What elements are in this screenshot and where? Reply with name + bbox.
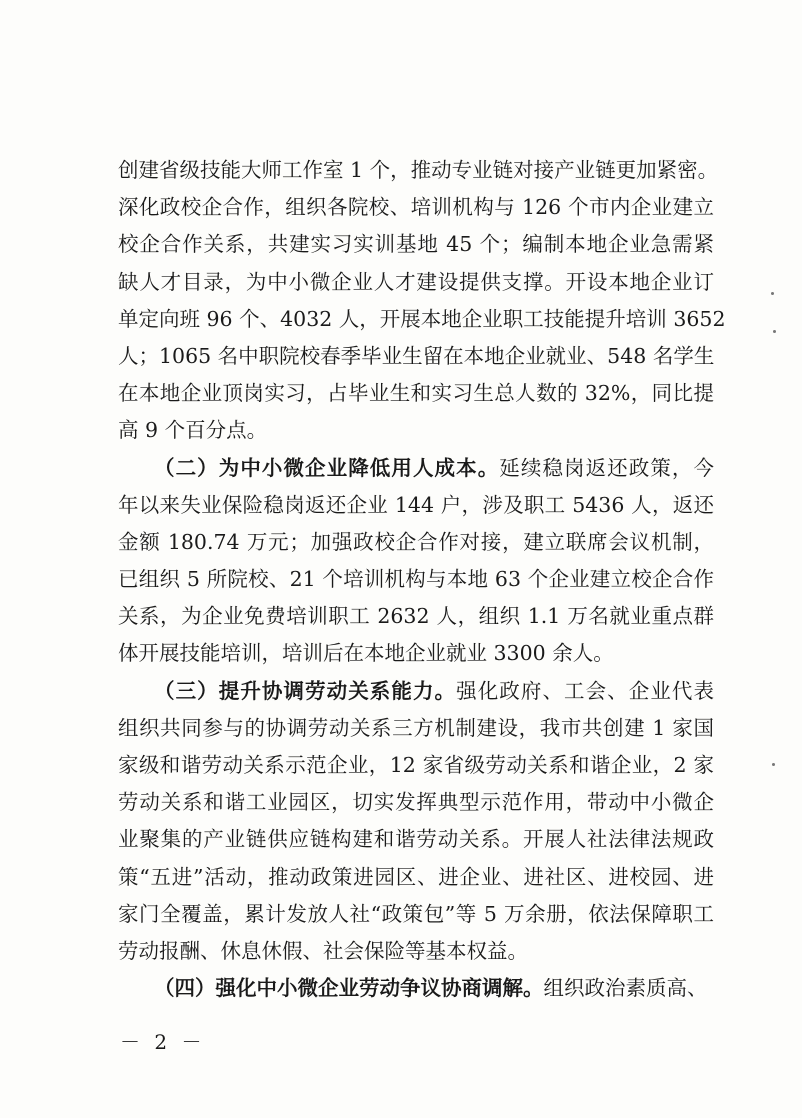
section-4-text: 组织政治素质高、 bbox=[543, 976, 708, 1001]
text-line: 家级和谐劳动关系示范企业，12 家省级劳动关系和谐企业，2 家 bbox=[118, 753, 714, 777]
text-line: 在本地企业顶岗实习，占毕业生和实习生总人数的 32%，同比提 bbox=[118, 381, 714, 406]
scan-speck bbox=[773, 330, 776, 333]
section-4-first-line bbox=[118, 970, 714, 1007]
page-number: － 2 － bbox=[120, 1030, 206, 1054]
section-4-heading: （四）强化中小微企业劳动争议协商调解。 bbox=[154, 976, 544, 1001]
text-line: 已组织 5 所院校、21 个培训机构与本地 63 个企业建立校企合作 bbox=[118, 567, 714, 592]
section-3-text: 强化政府、工会、企业代表 bbox=[456, 678, 715, 703]
text-line: 体开展技能培训，培训后在本地企业就业 3300 余人。 bbox=[118, 641, 614, 666]
text-line: 劳动关系和谐工业园区，切实发挥典型示范作用，带动中小微企 bbox=[118, 790, 714, 815]
text-line: 人；1065 名中职院校春季毕业生留在本地企业就业、548 名学生 bbox=[118, 343, 715, 368]
text-line: 高 9 个百分点。 bbox=[118, 418, 268, 443]
text-line: 劳动报酬、休息休假、社会保险等基本权益。 bbox=[118, 938, 528, 963]
text-line: 单定向班 96 个、4032 人，开展本地企业职工技能提升培训 3652 bbox=[118, 306, 726, 331]
text-line: 金额 180.74 万元；加强政校企合作对接，建立联席会议机制， bbox=[118, 529, 714, 554]
section-2-heading: （二）为中小微企业降低用人成本。 bbox=[154, 455, 500, 480]
text-line: 策“五进”活动，推动政策进园区、进企业、进社区、进校园、进 bbox=[118, 864, 714, 889]
text-line: 深化政校企合作，组织各院校、培训机构与 126 个市内企业建立 bbox=[118, 195, 714, 220]
text-line: 家门全覆盖，累计发放人社“政策包”等 5 万余册，依法保障职工 bbox=[118, 901, 714, 926]
scan-speck bbox=[771, 292, 774, 295]
section-3-first-line bbox=[118, 673, 714, 710]
text-line: 缺人才目录，为中小微企业人才建设提供支撑。开设本地企业订 bbox=[118, 269, 714, 294]
scan-speck bbox=[772, 763, 775, 766]
text-line: 组织共同参与的协调劳动关系三方机制建设，我市共创建 1 家国 bbox=[118, 715, 714, 740]
text-line: 关系，为企业免费培训职工 2632 人，组织 1.1 万名就业重点群 bbox=[118, 604, 714, 629]
section-2-text: 延续稳岗返还政策，今 bbox=[499, 455, 715, 480]
text-line: 年以来失业保险稳岗返还企业 144 户，涉及职工 5436 人，返还 bbox=[118, 492, 714, 517]
section-2-first-line bbox=[118, 450, 714, 487]
section-3-heading: （三）提升协调劳动关系能力。 bbox=[154, 678, 457, 703]
text-line: 校企合作关系，共建实习实训基地 45 个；编制本地企业急需紧 bbox=[118, 232, 714, 257]
text-line: 业聚集的产业链供应链构建和谐劳动关系。开展人社法律法规政 bbox=[118, 827, 714, 852]
text-line: 创建省级技能大师工作室 1 个，推动专业链对接产业链更加紧密。 bbox=[118, 158, 719, 182]
body-text bbox=[118, 152, 726, 1007]
